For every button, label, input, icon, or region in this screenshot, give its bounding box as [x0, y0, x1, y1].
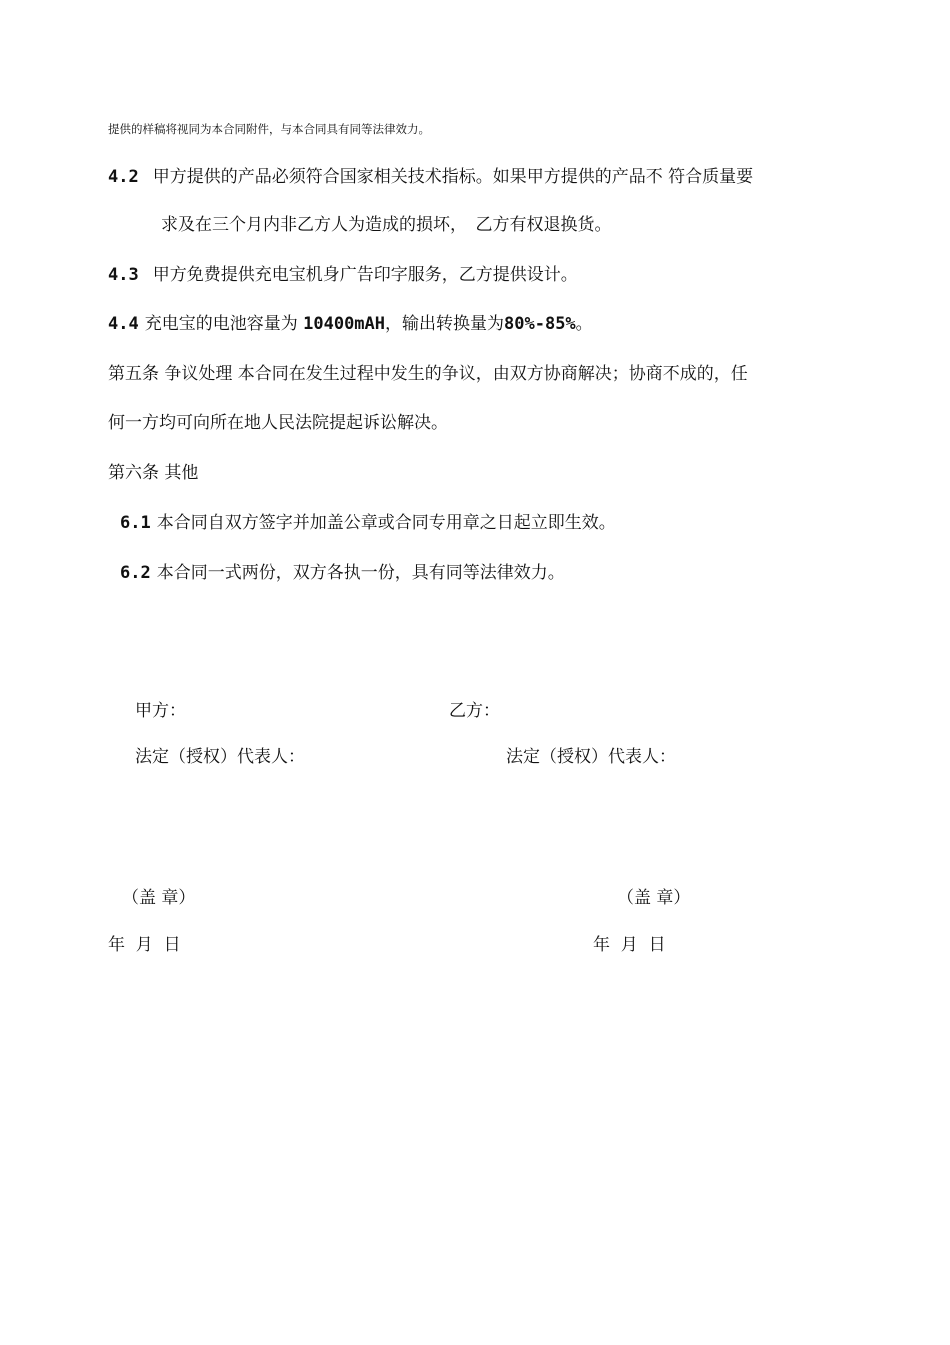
party-a-label: 甲方：: [135, 701, 186, 721]
clause-6-1-text: 本合同自双方签字并加盖公章或合同专用章之日起立即生效。: [156, 513, 616, 533]
clause-4-2-line1: [108, 166, 753, 188]
article-5-line2: 何一方均可向所在地人民法院提起诉讼解决。: [108, 413, 448, 433]
clause-4-3-text: 甲方免费提供充电宝机身广告印字服务，乙方提供设计。: [152, 265, 578, 285]
clause-6-2: [120, 562, 565, 584]
clause-6-1-number: 6.1: [120, 513, 151, 533]
clause-4-2-line2: 求及在三个月内非乙方人为造成的损坏， 乙方有权退换货。: [161, 215, 612, 235]
clause-6-2-number: 6.2: [120, 563, 151, 583]
clause-4-4: [108, 313, 593, 335]
battery-capacity: 10400mAH: [303, 314, 386, 334]
clause-4-2-number: 4.2: [108, 167, 139, 187]
intro-tail-text: 提供的样稿将视同为本合同附件，与本合同具有同等法律效力。: [108, 122, 430, 136]
article-6-title: 第六条 其他: [108, 463, 199, 483]
article-5-line1: 第五条 争议处理 本合同在发生过程中发生的争议，由双方协商解决；协商不成的，任: [108, 364, 748, 384]
party-a-seal-label: （盖 章）: [122, 888, 196, 908]
clause-4-3-number: 4.3: [108, 265, 139, 285]
party-b-date-label: 年 月 日: [593, 935, 666, 955]
clause-4-2-text-1: 甲方提供的产品必须符合国家相关技术指标。如果甲方提供的产品不 符合质量要: [152, 167, 754, 187]
party-a-representative-label: 法定（授权）代表人：: [135, 747, 305, 767]
party-a-date-label: 年 月 日: [108, 935, 181, 955]
clause-4-3: [108, 264, 578, 286]
clause-4-4-text-pre: 充电宝的电池容量为: [144, 314, 304, 334]
party-b-representative-label: 法定（授权）代表人：: [506, 747, 676, 767]
clause-6-2-text: 本合同一式两份，双方各执一份，具有同等法律效力。: [156, 563, 565, 583]
clause-6-1: [120, 512, 616, 534]
party-b-seal-label: （盖 章）: [617, 888, 691, 908]
clause-4-4-text-mid: ，输出转换量为: [385, 314, 505, 334]
party-b-label: 乙方：: [449, 701, 500, 721]
clause-4-4-text-post: 。: [575, 314, 593, 334]
conversion-rate: 80%-85%: [504, 314, 576, 334]
clause-4-4-number: 4.4: [108, 314, 139, 334]
